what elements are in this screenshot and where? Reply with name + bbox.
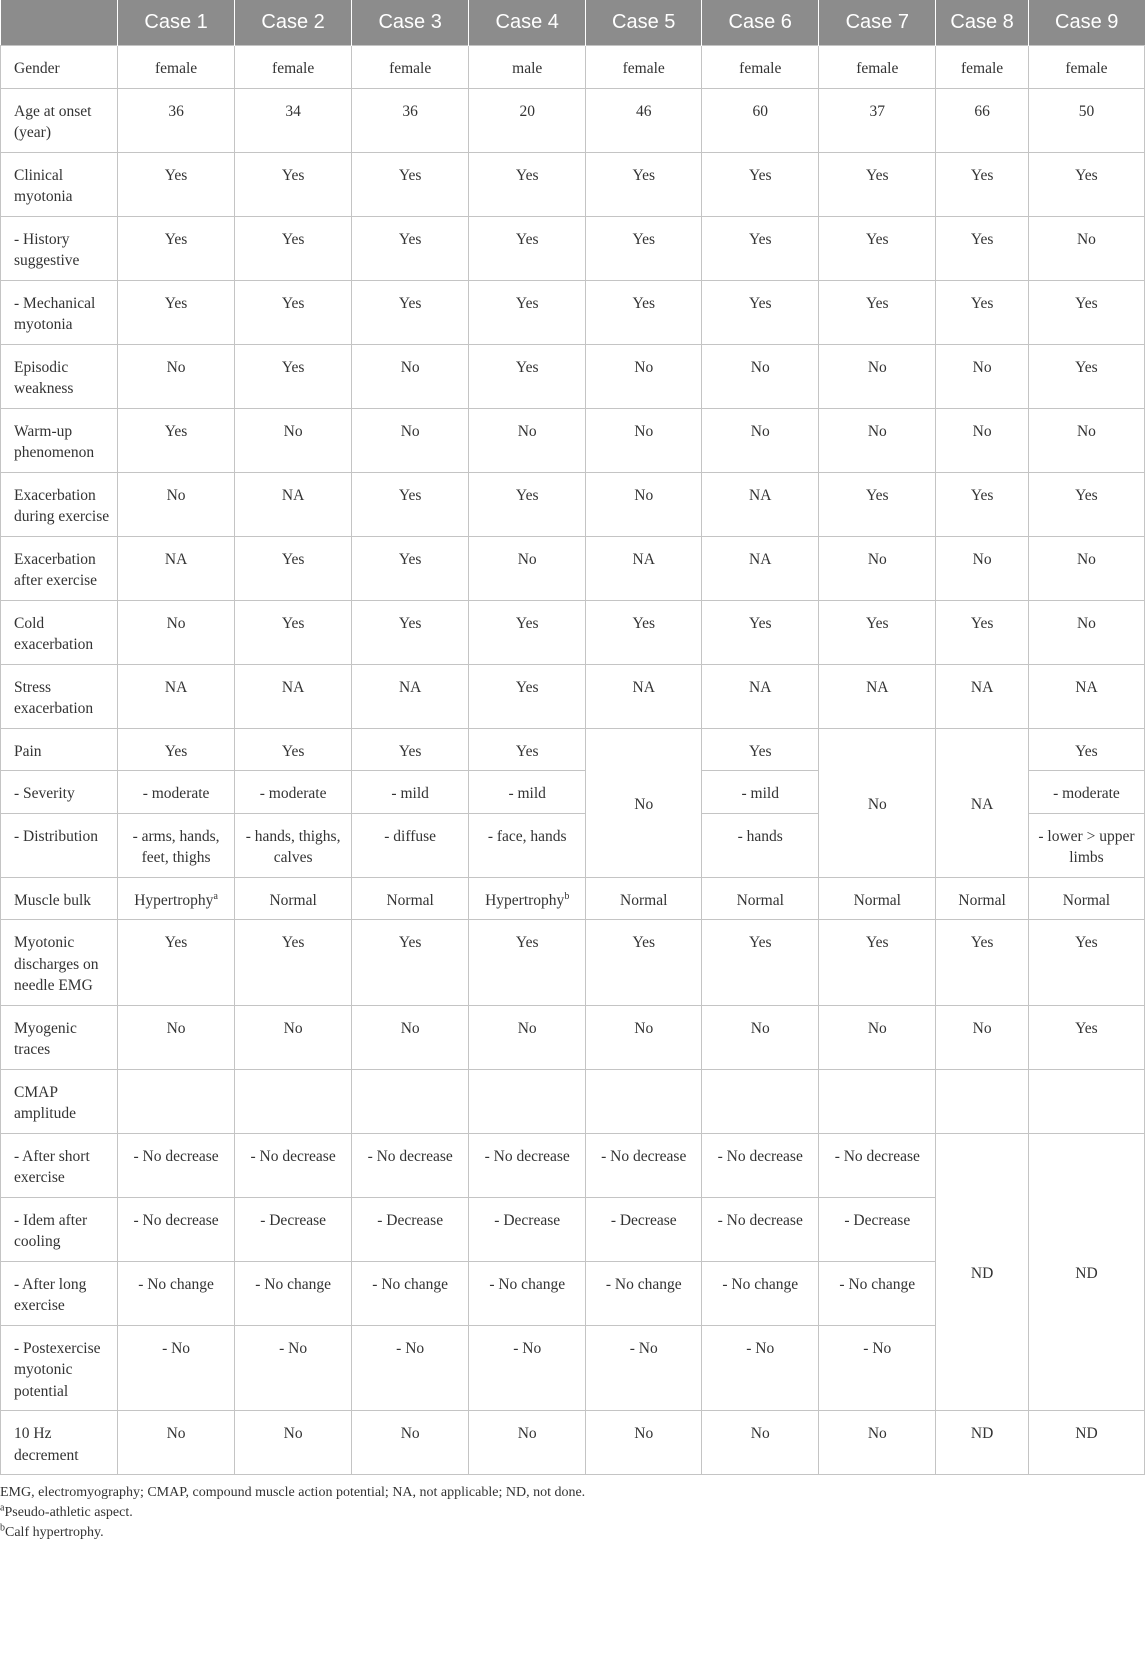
table-cell: 46: [586, 88, 702, 152]
table-cell: Yes: [118, 408, 235, 472]
footnote-marker: b: [0, 1522, 5, 1534]
table-cell: Yes: [586, 920, 702, 1006]
table-cell: Yes: [235, 600, 352, 664]
row-label: Warm-up phenomenon: [1, 408, 118, 472]
table-cell: - No decrease: [118, 1197, 235, 1261]
table-cell: - mild: [352, 771, 469, 814]
table-cell: Yes: [352, 216, 469, 280]
table-cell: - lower > upper limbs: [1028, 813, 1144, 877]
table-cell: NA: [586, 664, 702, 728]
header-cell: Case 5: [586, 0, 702, 46]
row-label: - History suggestive: [1, 216, 118, 280]
table-cell: 36: [352, 88, 469, 152]
footnote-marker: a: [213, 890, 218, 902]
table-cell: - No decrease: [702, 1197, 819, 1261]
table-cell: NA: [352, 664, 469, 728]
row-label: Clinical myotonia: [1, 152, 118, 216]
table-cell: - No change: [469, 1261, 586, 1325]
table-cell: - Decrease: [469, 1197, 586, 1261]
table-cell: - No decrease: [702, 1133, 819, 1197]
table-cell: NA: [235, 472, 352, 536]
table-cell: NA: [819, 664, 936, 728]
table-cell: Yes: [118, 920, 235, 1006]
row-label: - Mechanical myotonia: [1, 280, 118, 344]
table-cell: ND: [1028, 1411, 1144, 1475]
table-cell: No: [1028, 216, 1144, 280]
table-cell: [235, 1069, 352, 1133]
table-cell: No: [586, 1411, 702, 1475]
table-cell: No: [352, 1005, 469, 1069]
table-row: [1, 1411, 1145, 1475]
table-cell: - No: [352, 1325, 469, 1411]
table-cell: Yes: [469, 280, 586, 344]
table-cell: - moderate: [235, 771, 352, 814]
table-cell: NA: [702, 472, 819, 536]
table-cell: Yes: [118, 216, 235, 280]
table-cell: No: [352, 344, 469, 408]
table-cell: No: [469, 1411, 586, 1475]
table-cell: 66: [936, 88, 1029, 152]
table-cell: [936, 1069, 1029, 1133]
table-cell: 60: [702, 88, 819, 152]
table-cell: Yes: [352, 472, 469, 536]
table-cell: - No change: [586, 1261, 702, 1325]
table-cell: female: [1028, 46, 1144, 89]
table-cell: No: [235, 1411, 352, 1475]
table-cell: - Decrease: [352, 1197, 469, 1261]
table-cell: Yes: [235, 728, 352, 771]
row-label: - Distribution: [1, 813, 118, 877]
table-cell: Normal: [235, 877, 352, 920]
table-cell: ND: [936, 1411, 1029, 1475]
table-cell: No: [819, 1005, 936, 1069]
table-cell: No: [819, 1411, 936, 1475]
table-cell: 34: [235, 88, 352, 152]
table-row: [1, 216, 1145, 280]
table-cell: Yes: [1028, 344, 1144, 408]
cell-text: Hypertrophy: [134, 891, 214, 909]
table-cell: Yes: [235, 280, 352, 344]
table-cell: Yes: [586, 152, 702, 216]
table-cell: No: [118, 1411, 235, 1475]
table-row: [1, 46, 1145, 89]
table-cell: Normal: [586, 877, 702, 920]
table-row: [1, 408, 1145, 472]
row-label: - Idem after cooling: [1, 1197, 118, 1261]
table-cell: [586, 1069, 702, 1133]
table-cell: No: [1028, 408, 1144, 472]
table-row: [1, 1005, 1145, 1069]
table-cell: female: [819, 46, 936, 89]
table-cell: Normal: [936, 877, 1029, 920]
footnote-b: [0, 1523, 1145, 1543]
table-cell: Yes: [702, 152, 819, 216]
table-cell: Yes: [586, 216, 702, 280]
row-label: Myogenic traces: [1, 1005, 118, 1069]
abbreviation-note: EMG, electromyography; CMAP, compound muscle action potential; NA, not applicable; ND, not done.: [0, 1485, 586, 1500]
row-label: - After short exercise: [1, 1133, 118, 1197]
table-cell: Yes: [936, 280, 1029, 344]
table-cell: Yes: [469, 152, 586, 216]
table-row: [1, 920, 1145, 1006]
table-cell: No: [235, 408, 352, 472]
merged-cell: ND: [936, 1133, 1029, 1411]
table-cell: [469, 877, 586, 920]
table-cell: No: [586, 344, 702, 408]
table-cell: - mild: [702, 771, 819, 814]
table-cell: Yes: [469, 216, 586, 280]
table-cell: Yes: [936, 472, 1029, 536]
table-row: [1, 877, 1145, 920]
table-cell: Normal: [352, 877, 469, 920]
table-cell: - moderate: [118, 771, 235, 814]
table-cell: - Decrease: [586, 1197, 702, 1261]
row-label: Exacerbation after exercise: [1, 536, 118, 600]
table-cell: No: [352, 408, 469, 472]
table-row: [1, 600, 1145, 664]
table-cell: Normal: [702, 877, 819, 920]
table-cell: male: [469, 46, 586, 89]
table-row: [1, 1069, 1145, 1133]
header-cell: Case 1: [118, 0, 235, 46]
row-label: Pain: [1, 728, 118, 771]
table-cell: No: [118, 344, 235, 408]
table-cell: female: [586, 46, 702, 89]
table-cell: Yes: [118, 152, 235, 216]
table-cell: - arms, hands, feet, thighs: [118, 813, 235, 877]
table-cell: Normal: [1028, 877, 1144, 920]
footnote-text: Calf hypertrophy.: [5, 1525, 104, 1540]
table-cell: - moderate: [1028, 771, 1144, 814]
table-cell: No: [1028, 600, 1144, 664]
table-cell: Yes: [702, 216, 819, 280]
table-cell: - face, hands: [469, 813, 586, 877]
merged-cell: NA: [936, 728, 1029, 877]
table-row: [1, 280, 1145, 344]
table-cell: - hands, thighs, calves: [235, 813, 352, 877]
table-cell: - No: [235, 1325, 352, 1411]
row-label: 10 Hz decrement: [1, 1411, 118, 1475]
table-cell: Yes: [235, 216, 352, 280]
table-cell: [352, 1069, 469, 1133]
footnote-text: Pseudo-athletic aspect.: [4, 1505, 133, 1520]
table-cell: 20: [469, 88, 586, 152]
table-cell: Yes: [819, 920, 936, 1006]
table-cell: No: [118, 600, 235, 664]
table-cell: Yes: [352, 920, 469, 1006]
merged-cell: ND: [1028, 1133, 1144, 1411]
cell-text: Hypertrophy: [485, 891, 565, 909]
table-cell: Yes: [936, 152, 1029, 216]
table-cell: Yes: [702, 920, 819, 1006]
table-cell: - diffuse: [352, 813, 469, 877]
table-cell: - No decrease: [586, 1133, 702, 1197]
table-cell: Yes: [1028, 920, 1144, 1006]
table-cell: No: [936, 1005, 1029, 1069]
table-row: [1, 1133, 1145, 1197]
table-cell: - No decrease: [352, 1133, 469, 1197]
table-row: [1, 344, 1145, 408]
footnote-marker: a: [0, 1502, 5, 1514]
footnote-a: [0, 1503, 1145, 1523]
table-cell: Yes: [352, 600, 469, 664]
header-cell: Case 6: [702, 0, 819, 46]
table-cell: - No: [586, 1325, 702, 1411]
row-label: Exacerbation during exercise: [1, 472, 118, 536]
table-cell: No: [469, 1005, 586, 1069]
table-cell: - Decrease: [235, 1197, 352, 1261]
table-cell: Yes: [819, 280, 936, 344]
row-label: - Postexercise myotonic potential: [1, 1325, 118, 1411]
table-cell: No: [586, 1005, 702, 1069]
table-cell: Yes: [702, 728, 819, 771]
table-cell: - No decrease: [819, 1133, 936, 1197]
table-cell: - No change: [118, 1261, 235, 1325]
table-cell: female: [352, 46, 469, 89]
row-label: CMAP amplitude: [1, 1069, 118, 1133]
table-cell: Yes: [469, 664, 586, 728]
table-cell: NA: [235, 664, 352, 728]
table-cell: No: [235, 1005, 352, 1069]
table-cell: No: [936, 536, 1029, 600]
row-label: Age at onset (year): [1, 88, 118, 152]
header-cell: Case 2: [235, 0, 352, 46]
table-cell: No: [469, 408, 586, 472]
table-cell: No: [118, 472, 235, 536]
table-cell: Yes: [118, 280, 235, 344]
footnote-marker: b: [564, 890, 570, 902]
table-cell: Yes: [235, 536, 352, 600]
table-cell: - No: [702, 1325, 819, 1411]
table-cell: [118, 1069, 235, 1133]
table-cell: NA: [702, 664, 819, 728]
table-cell: Yes: [1028, 472, 1144, 536]
table-cell: No: [118, 1005, 235, 1069]
table-cell: Yes: [1028, 280, 1144, 344]
row-label: Episodic weakness: [1, 344, 118, 408]
table-cell: Yes: [352, 728, 469, 771]
table-cell: - Decrease: [819, 1197, 936, 1261]
table-cell: female: [235, 46, 352, 89]
table-cell: Yes: [819, 472, 936, 536]
table-cell: Yes: [819, 216, 936, 280]
table-cell: - No change: [352, 1261, 469, 1325]
table-cell: No: [586, 408, 702, 472]
table-cell: No: [936, 408, 1029, 472]
table-row: [1, 664, 1145, 728]
table-cell: - No change: [235, 1261, 352, 1325]
table-cell: Yes: [235, 152, 352, 216]
header-cell: Case 7: [819, 0, 936, 46]
row-label: Gender: [1, 46, 118, 89]
table-row: [1, 472, 1145, 536]
header-cell: Case 3: [352, 0, 469, 46]
table-cell: No: [1028, 536, 1144, 600]
table-cell: Yes: [702, 280, 819, 344]
table-row: [1, 152, 1145, 216]
table-cell: Yes: [586, 280, 702, 344]
table-cell: Yes: [819, 152, 936, 216]
table-cell: No: [819, 344, 936, 408]
table-cell: - No change: [819, 1261, 936, 1325]
table-cell: - No: [819, 1325, 936, 1411]
row-label: - Severity: [1, 771, 118, 814]
table-cell: female: [936, 46, 1029, 89]
header-cell: Case 9: [1028, 0, 1144, 46]
table-cell: - hands: [702, 813, 819, 877]
table-cell: [819, 1069, 936, 1133]
table-cell: Yes: [352, 280, 469, 344]
table-cell: Yes: [235, 344, 352, 408]
table-cell: Yes: [1028, 1005, 1144, 1069]
table-cell: female: [702, 46, 819, 89]
table-cell: Yes: [1028, 728, 1144, 771]
table-cell: [1028, 1069, 1144, 1133]
table-cell: Yes: [1028, 152, 1144, 216]
merged-cell: No: [586, 728, 702, 877]
table-cell: No: [352, 1411, 469, 1475]
table-cell: Yes: [469, 472, 586, 536]
table-cell: Yes: [586, 600, 702, 664]
table-cell: Yes: [936, 920, 1029, 1006]
table-cell: - No: [469, 1325, 586, 1411]
table-cell: No: [819, 408, 936, 472]
table-cell: No: [936, 344, 1029, 408]
table-cell: [702, 1069, 819, 1133]
table-cell: - No decrease: [235, 1133, 352, 1197]
table-cell: No: [702, 408, 819, 472]
table-cell: Normal: [819, 877, 936, 920]
table-row: [1, 728, 1145, 771]
table-cell: [469, 1069, 586, 1133]
header-cell: [1, 0, 118, 46]
table-row: [1, 88, 1145, 152]
table-cell: female: [118, 46, 235, 89]
table-cell: NA: [118, 536, 235, 600]
table-cell: 50: [1028, 88, 1144, 152]
table-cell: [118, 877, 235, 920]
table-cell: 37: [819, 88, 936, 152]
header-cell: Case 8: [936, 0, 1029, 46]
table-cell: NA: [118, 664, 235, 728]
table-cell: Yes: [352, 536, 469, 600]
table-cell: No: [702, 1005, 819, 1069]
table-cell: No: [819, 536, 936, 600]
table-cell: No: [702, 1411, 819, 1475]
header-cell: Case 4: [469, 0, 586, 46]
table-cell: NA: [936, 664, 1029, 728]
table-cell: - mild: [469, 771, 586, 814]
table-cell: NA: [1028, 664, 1144, 728]
table-cell: - No: [118, 1325, 235, 1411]
table-cell: No: [469, 536, 586, 600]
table-cell: Yes: [118, 728, 235, 771]
table-cell: Yes: [936, 216, 1029, 280]
table-row: [1, 536, 1145, 600]
table-cell: Yes: [469, 728, 586, 771]
table-cell: Yes: [352, 152, 469, 216]
table-cell: Yes: [469, 344, 586, 408]
table-cell: 36: [118, 88, 235, 152]
table-cell: No: [586, 472, 702, 536]
table-cell: Yes: [702, 600, 819, 664]
table-cell: - No decrease: [118, 1133, 235, 1197]
table-cell: Yes: [819, 600, 936, 664]
row-label: - After long exercise: [1, 1261, 118, 1325]
table-cell: No: [702, 344, 819, 408]
table-cell: Yes: [469, 920, 586, 1006]
row-label: Stress exacerbation: [1, 664, 118, 728]
merged-cell: No: [819, 728, 936, 877]
table-cell: Yes: [936, 600, 1029, 664]
table-cell: Yes: [469, 600, 586, 664]
table-cell: - No decrease: [469, 1133, 586, 1197]
row-label: Muscle bulk: [1, 877, 118, 920]
table-cell: - No change: [702, 1261, 819, 1325]
header-row: [1, 0, 1145, 46]
row-label: Myotonic discharges on needle EMG: [1, 920, 118, 1006]
row-label: Cold exacerbation: [1, 600, 118, 664]
table-footnotes: [0, 1475, 1145, 1543]
table-cell: NA: [586, 536, 702, 600]
table-cell: Yes: [235, 920, 352, 1006]
table-cell: NA: [702, 536, 819, 600]
